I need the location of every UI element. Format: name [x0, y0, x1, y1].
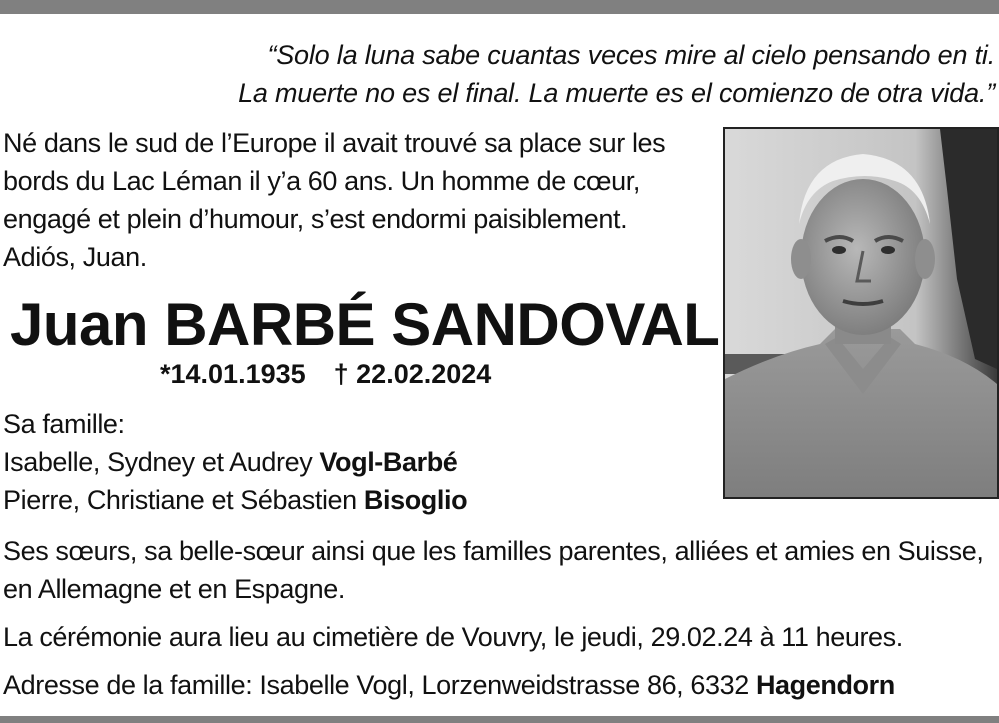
quote-line-1: “Solo la luna sabe cuantas veces mire al cielo pensando en ti.: [267, 40, 995, 70]
family-address: [3, 666, 895, 704]
family-heading: Sa famille:: [3, 409, 125, 439]
family-member-line: [3, 443, 467, 481]
birth-date: *14.01.1935: [160, 359, 306, 389]
address-city: Hagendorn: [755, 670, 895, 700]
bottom-rule: [0, 716, 999, 723]
family-member-surname: Bisoglio: [363, 485, 468, 515]
family-member-line: [3, 481, 467, 519]
portrait-photo: [723, 127, 999, 499]
epigraph-quote: [238, 36, 995, 112]
family-member-names: Isabelle, Sydney et Audrey: [3, 447, 320, 477]
death-date: † 22.02.2024: [333, 359, 492, 389]
top-rule: [0, 0, 999, 14]
ceremony-info: La cérémonie aura lieu au cimetière de Vouvry, le jeudi, 29.02.24 à 11 heures.: [3, 622, 903, 652]
address-text: Adresse de la famille: Isabelle Vogl, Lorzenweidstrasse 86, 6332: [3, 670, 756, 700]
family-list: [3, 405, 467, 519]
family-member-surname: Vogl-Barbé: [319, 447, 458, 477]
relatives-paragraph: Ses sœurs, sa belle-sœur ainsi que les familles parentes, alliées et amies en Suisse, en Allemagne et en Espagne.: [3, 536, 984, 604]
family-member-names: Pierre, Christiane et Sébastien: [3, 485, 364, 515]
intro-paragraph: Né dans le sud de l’Europe il avait trouvé sa place sur les bords du Lac Léman il y’a 60 ans. Un homme de cœur, engagé et plein d’humour, s’est endormi paisiblement. Adiós, Juan.: [3, 128, 666, 272]
quote-line-2: La muerte no es el final. La muerte es el comienzo de otra vida.”: [238, 78, 995, 108]
life-dates: [160, 357, 491, 391]
deceased-name: Juan BARBÉ SANDOVAL: [10, 291, 720, 358]
portrait-image: [725, 129, 997, 497]
